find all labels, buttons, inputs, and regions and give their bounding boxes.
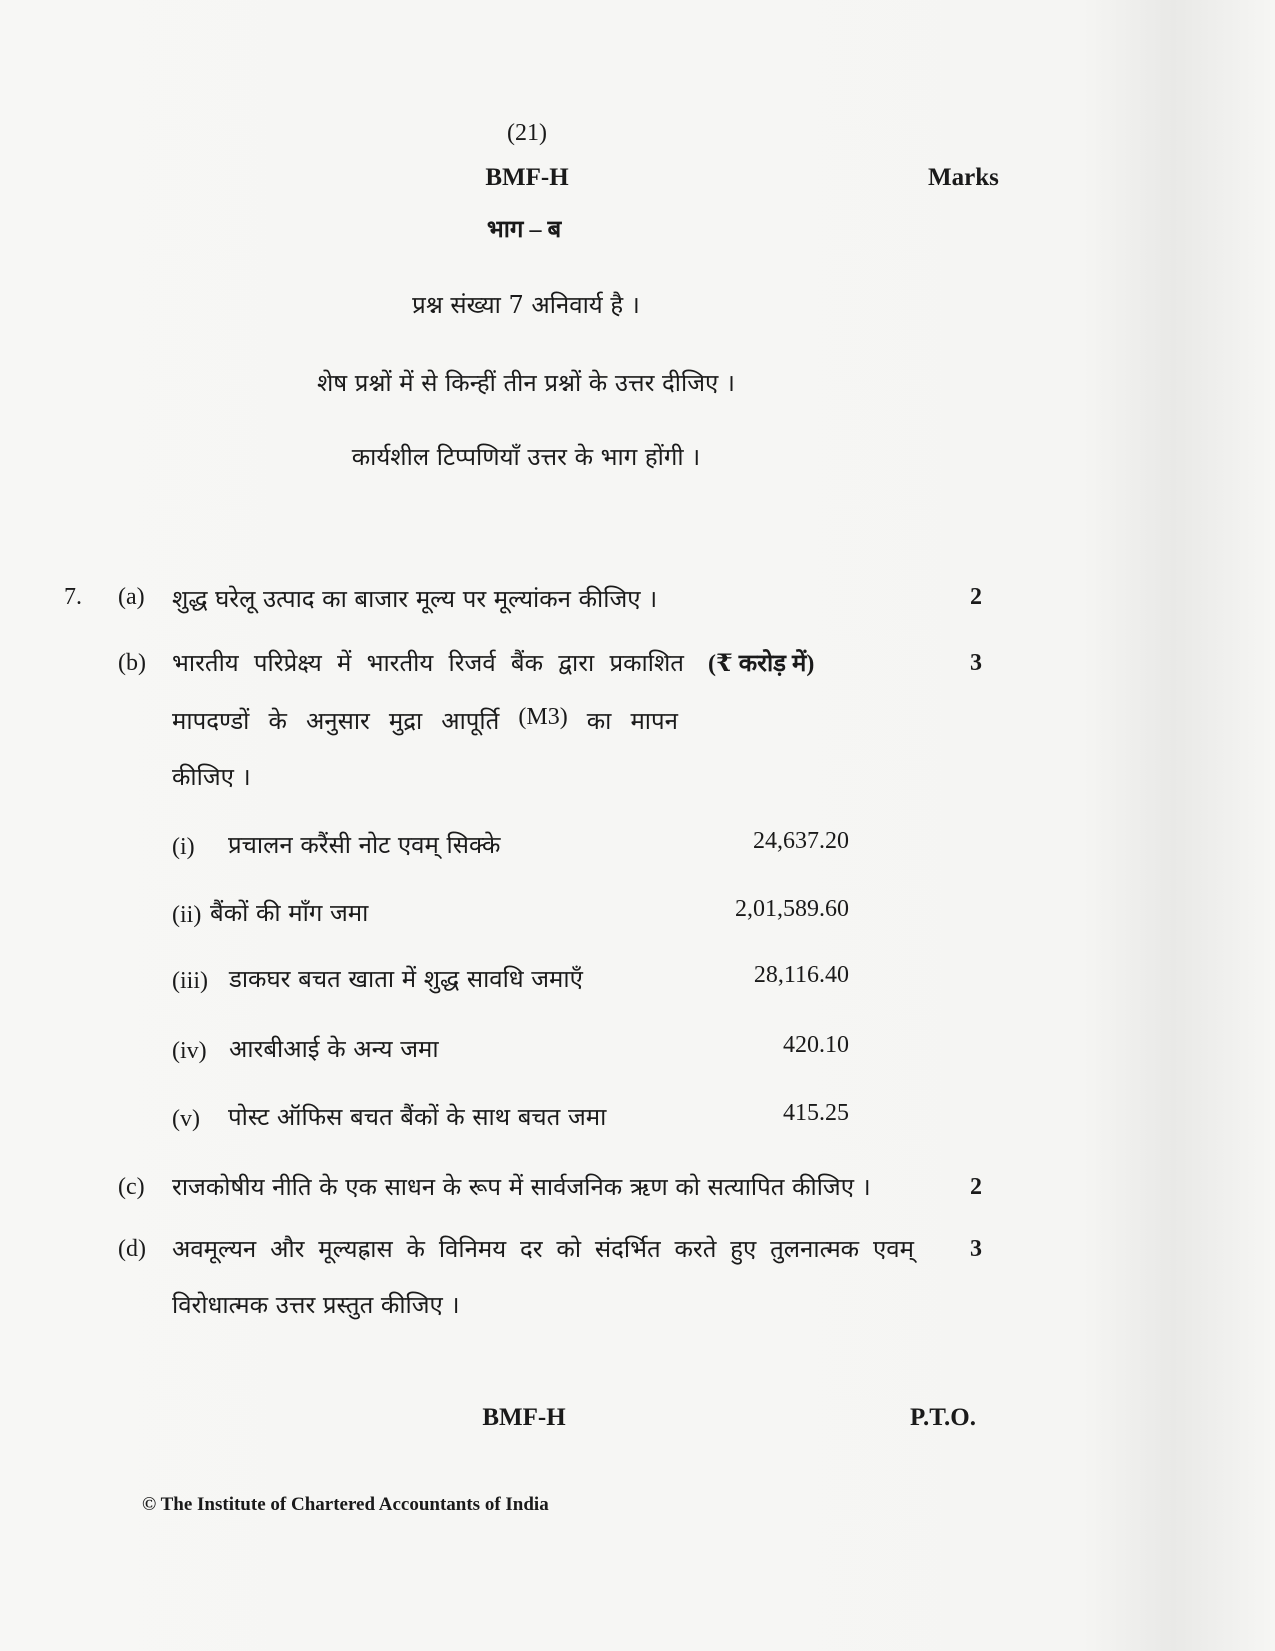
item-value: 415.25	[783, 1100, 849, 1126]
part-b-word: आपूर्ति	[441, 707, 500, 735]
part-d-word: को	[556, 1235, 582, 1263]
item-label: पोस्ट ऑफिस बचत बैंकों के साथ बचत जमा	[228, 1103, 607, 1131]
item-number: (v)	[172, 1106, 200, 1132]
item-value: 28,116.40	[753, 962, 849, 988]
part-b-word: अनुसार	[305, 707, 370, 735]
section-title: भाग – ब	[486, 217, 562, 243]
part-b-word: रिजर्व	[448, 649, 496, 677]
part-d-word: विनिमय	[438, 1235, 507, 1263]
part-b-label: (b)	[118, 650, 146, 676]
item-number: (i)	[172, 834, 195, 860]
part-b-line3: कीजिए ।	[172, 763, 251, 791]
part-d-word: एवम्	[872, 1235, 914, 1263]
pto-label: P.T.O.	[910, 1404, 976, 1431]
paper-code: BMF-H	[485, 164, 569, 191]
item-label: प्रचालन करैंसी नोट एवम् सिक्के	[228, 831, 501, 859]
item-number: (ii)	[172, 902, 202, 928]
part-a-label: (a)	[118, 584, 145, 610]
item-value: 2,01,589.60	[735, 896, 849, 922]
copyright-notice: © The Institute of Chartered Accountants of India	[142, 1494, 549, 1515]
part-b-line2	[172, 704, 678, 737]
part-a-text: शुद्ध घरेलू उत्पाद का बाजार मूल्य पर मूल्यांकन कीजिए ।	[172, 585, 658, 613]
part-b-word: के	[268, 707, 287, 735]
part-b-word: मापदण्डों	[172, 707, 250, 735]
item-label: डाकघर बचत खाता में शुद्ध सावधि जमाएँ	[229, 965, 583, 993]
part-d-label: (d)	[118, 1236, 146, 1262]
part-b-marks: 3	[970, 650, 982, 676]
part-d-word: संदर्भित	[594, 1235, 661, 1263]
part-d-line1	[172, 1232, 914, 1265]
part-b-word: भारतीय	[366, 649, 434, 677]
part-b-word: (M3)	[518, 704, 568, 730]
instruction-attempt-three: शेष प्रश्नों में से किन्हीं तीन प्रश्नों के उत्तर दीजिए ।	[316, 369, 736, 397]
part-b-word: प्रकाशित	[609, 649, 684, 677]
item-value: 420.10	[783, 1032, 849, 1058]
part-d-marks: 3	[970, 1236, 982, 1262]
unit-label: (₹ करोड़ में)	[708, 651, 815, 677]
question-number: 7.	[64, 584, 82, 610]
item-label: बैंकों की माँग जमा	[210, 899, 369, 927]
item-number: (iv)	[172, 1038, 207, 1064]
item-number: (iii)	[172, 968, 208, 994]
part-d-word: हुए	[730, 1235, 757, 1263]
item-label: आरबीआई के अन्य जमा	[229, 1035, 439, 1063]
part-d-word: अवमूल्यन	[172, 1235, 257, 1263]
part-b-line1	[172, 646, 684, 679]
part-a-marks: 2	[970, 584, 982, 610]
part-d-word: मूल्यह्रास	[318, 1235, 393, 1263]
part-b-word: परिप्रेक्ष्य	[253, 649, 322, 677]
instruction-compulsory: प्रश्न संख्या 7 अनिवार्य है ।	[412, 291, 640, 319]
part-b-word: मुद्रा	[388, 707, 423, 735]
part-d-word: करते	[674, 1235, 717, 1263]
part-d-word: तुलनात्मक	[770, 1235, 860, 1263]
marks-label: Marks	[928, 164, 999, 191]
part-d-word: के	[406, 1235, 425, 1263]
page-number: (21)	[507, 120, 547, 146]
part-c-marks: 2	[970, 1174, 982, 1200]
instruction-working-notes: कार्यशील टिप्पणियाँ उत्तर के भाग होंगी ।	[351, 443, 701, 471]
part-b-word: में	[337, 649, 352, 677]
footer-paper-code: BMF-H	[482, 1404, 566, 1431]
part-c-label: (c)	[118, 1174, 145, 1200]
part-b-word: भारतीय	[172, 649, 239, 677]
part-d-word: दर	[520, 1235, 543, 1263]
part-b-word: द्वारा	[558, 649, 595, 677]
part-b-word: मापन	[630, 707, 678, 735]
part-d-line2: विरोधात्मक उत्तर प्रस्तुत कीजिए ।	[172, 1291, 460, 1319]
part-d-word: और	[270, 1235, 305, 1263]
part-b-word: का	[586, 707, 612, 735]
part-b-word: बैंक	[510, 649, 544, 677]
item-value: 24,637.20	[753, 828, 849, 854]
part-c-text: राजकोषीय नीति के एक साधन के रूप में सार्वजनिक ऋण को सत्यापित कीजिए ।	[172, 1173, 871, 1201]
